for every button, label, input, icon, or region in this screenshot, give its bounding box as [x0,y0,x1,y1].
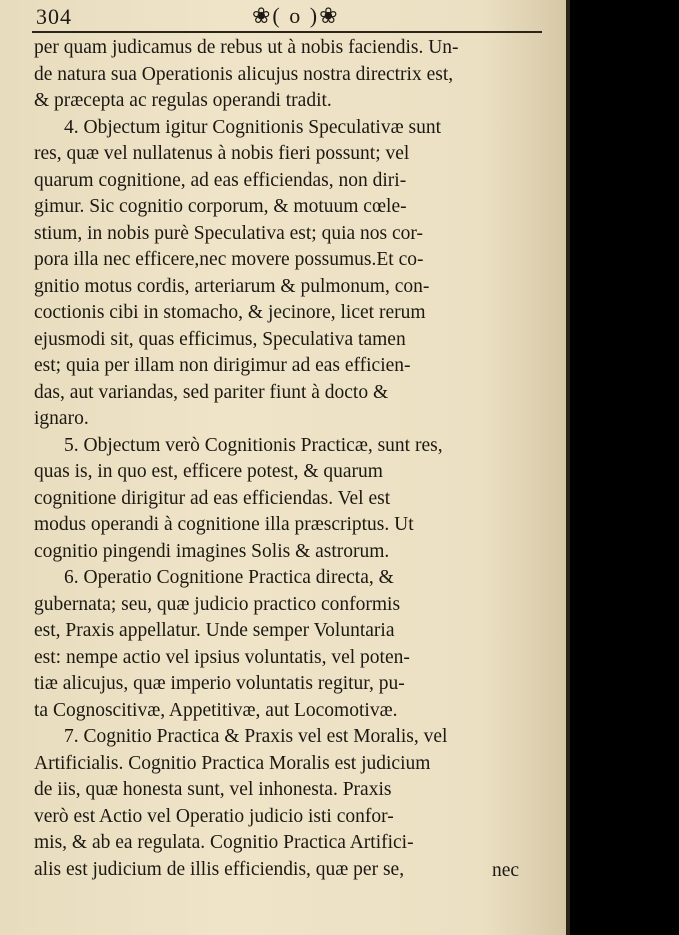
text-line: quas is, in quo est, efficere potest, & quarum [34,461,383,482]
text-line: gubernata; seu, quæ judicio practico conformis [34,593,401,615]
header-rule [32,31,542,33]
text-line: & præcepta ac regulas operandi tradit. [34,90,332,111]
text-line: ta Cognoscitivæ, Appetitivæ, aut Locomotivæ. [34,699,398,721]
text-line: tiæ alicujus, quæ imperio voluntatis regitur, pu- [34,673,405,694]
text-line: mis, & ab ea regulata. Cognitio Practica Artifici- [34,832,414,853]
text-line: est, Praxis appellatur. Unde semper Voluntaria [34,620,395,641]
text-line: est; quia per illam non dirigimur ad eas efficien- [34,355,411,376]
text-line: res, quæ vel nullatenus à nobis fieri possunt; vel [34,143,410,164]
text-line: 4. Objectum igitur Cognitionis Speculativæ sunt [64,116,441,138]
text-line: Artificialis. Cognitio Practica Moralis est judicium [34,752,431,774]
text-line: cognitio pingendi imagines Solis & astrorum. [34,540,390,562]
text-line: 5. Objectum verò Cognitionis Practicæ, sunt res, [64,434,443,456]
text-line: pora illa nec efficere,nec movere possumus.Et co- [34,249,424,270]
text-line: coctionis cibi in stomacho, & jecinore, licet rerum [34,302,426,323]
dark-background [570,0,679,935]
text-line: modus operandi à cognitione illa præscriptus. Ut [34,514,414,535]
text-line: das, aut variandas, sed pariter fiunt à docto & [34,381,389,403]
text-line: stium, in nobis purè Speculativa est; quia nos cor- [34,222,424,244]
text-line: 7. Cognitio Practica & Praxis vel est Moralis, vel [64,726,448,747]
text-line: de natura sua Operationis alicujus nostra directrix est, [34,63,454,85]
text-line: quarum cognitione, ad eas efficiendas, non diri- [34,169,407,191]
text-line: gimur. Sic cognitio corporum, & motuum cœle- [34,196,407,217]
catchword: nec [492,860,520,881]
page-number: 304 [36,4,72,29]
text-line: alis est judicium de illis efficiendis, quæ per se, [34,858,405,880]
text-line: ejusmodi sit, quas efficimus, Speculativa tamen [34,328,406,350]
text-line: cognitione dirigitur ad eas efficiendas. Vel est [34,487,391,509]
text-line: 6. Operatio Cognitione Practica directa, & [64,567,394,588]
page-header [32,3,542,33]
text-line: est: nempe actio vel ipsius voluntatis, vel poten- [34,646,410,668]
text-line: per quam judicamus de rebus ut à nobis faciendis. Un- [34,37,459,58]
text-line: gnitio motus cordis, arteriarum & pulmonum, con- [34,275,430,297]
body-text [34,35,534,883]
header-ornament: ❀( o )❀ [252,3,340,28]
text-line: de iis, quæ honesta sunt, vel inhonesta. Praxis [34,779,392,800]
text-line: ignaro. [34,408,89,429]
text-line: verò est Actio vel Operatio judicio isti confor- [34,805,394,827]
